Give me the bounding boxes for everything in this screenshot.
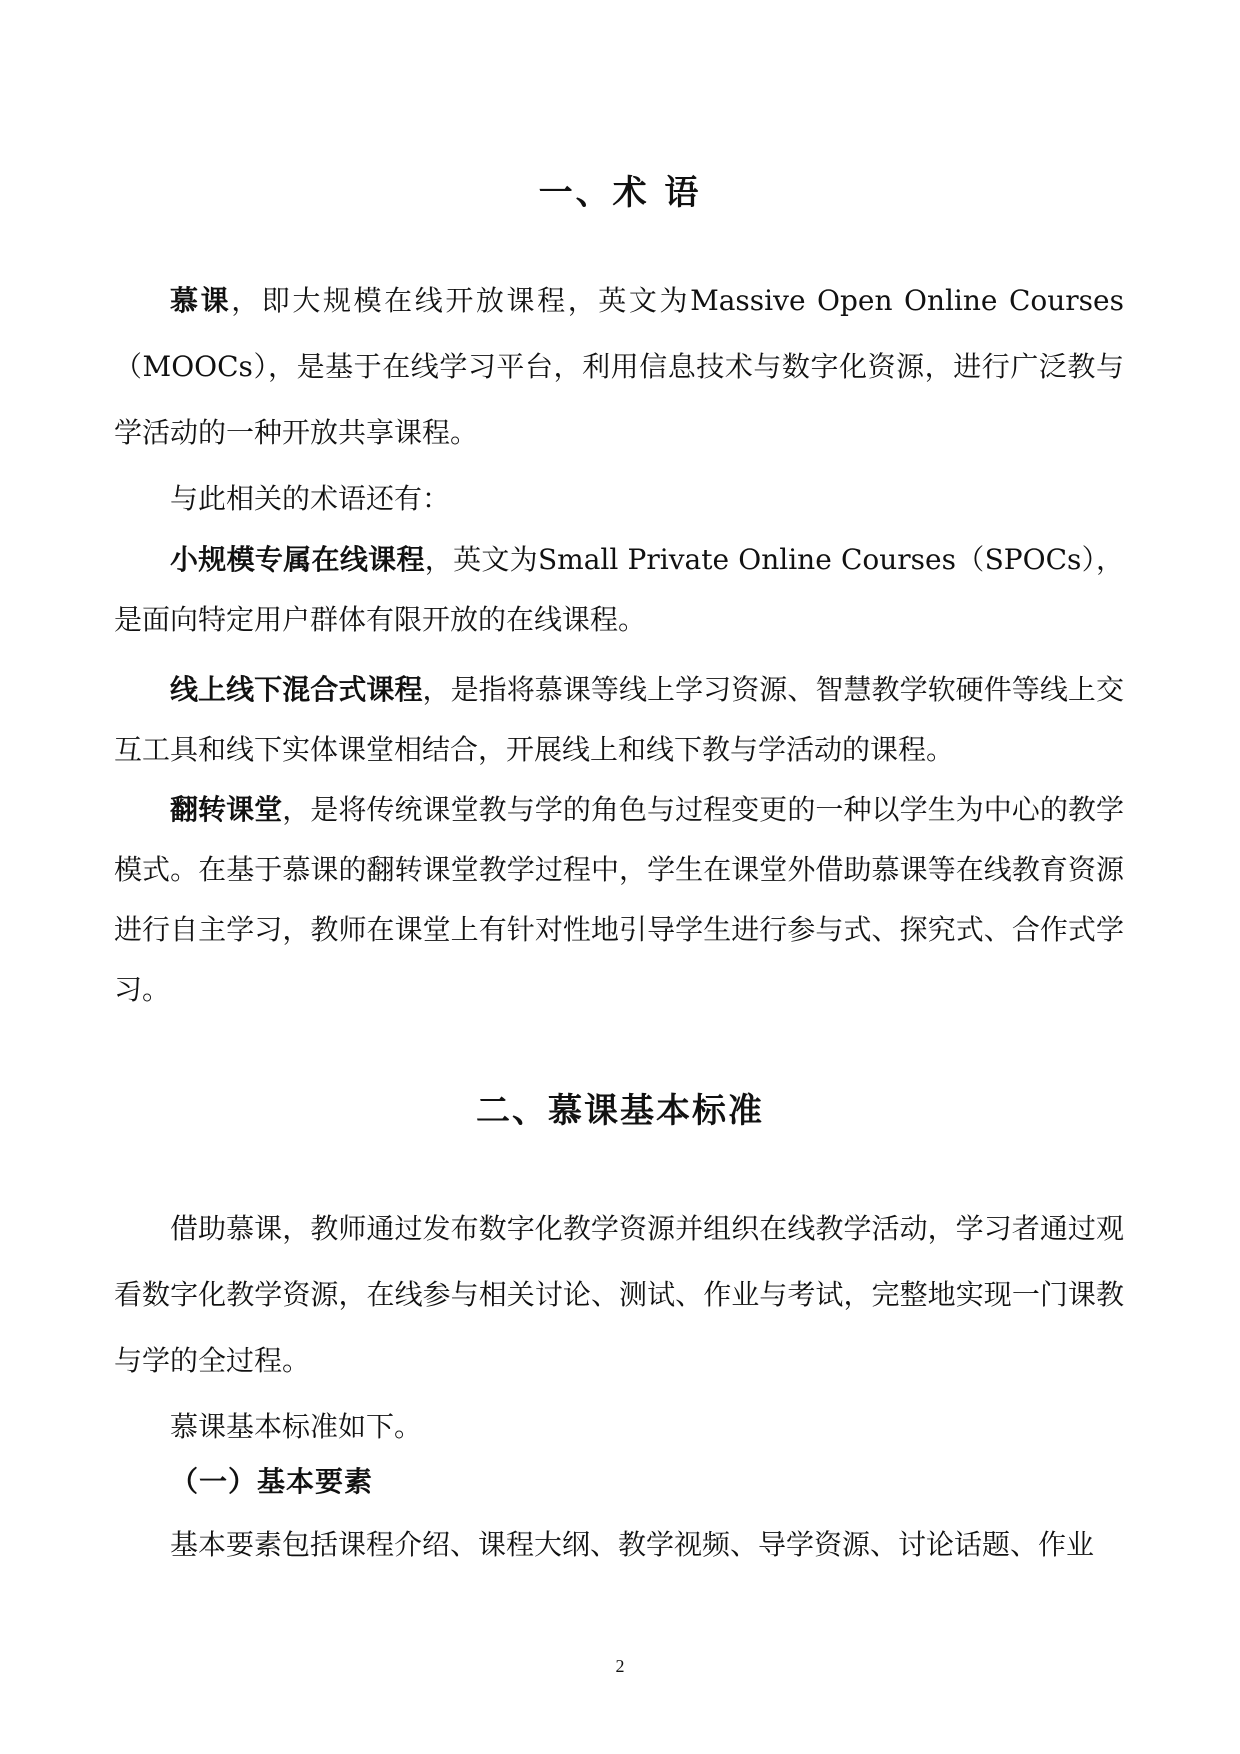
paragraph-related-terms: [114, 466, 1124, 532]
intro-text: 与此相关的术语还有：: [170, 482, 451, 515]
subsection-heading-basic-elements: （一）基本要素: [170, 1465, 374, 1498]
paragraph-mooc-overview: [114, 1196, 1124, 1394]
definition-text: ，是指将慕课等线上学习资源、智慧教学软硬件等线上交互工具和线下实体课堂相结合，开展线上和线下教与学活动的课程。: [114, 673, 1124, 766]
definition-text: ，是将传统课堂教与学的角色与过程变更的一种以学生为中心的教学模式。在基于慕课的翻转课堂教学过程中，学生在课堂外借助慕课等在线教育资源进行自主学习，教师在课堂上有针对性地引导学生进行参与式、探究式、合作式学习。: [114, 793, 1124, 1006]
definition-text: ，即大规模在线开放课程，英文为Massive Open Online Courses（MOOCs），是基于在线学习平台，利用信息技术与数字化资源，进行广泛教与学活动的一种开放共享课程。: [114, 284, 1124, 449]
overview-text: 借助慕课，教师通过发布数字化教学资源并组织在线教学活动，学习者通过观看数字化教学资源，在线参与相关讨论、测试、作业与考试，完整地实现一门课教与学的全过程。: [114, 1212, 1124, 1377]
definition-text: ，英文为Small Private Online Courses（SPOCs），是面向特定用户群体有限开放的在线课程。: [114, 543, 1124, 636]
paragraph-basic-elements: [114, 1512, 1124, 1578]
term-spoc: 小规模专属在线课程: [170, 543, 425, 576]
paragraph-mooc-definition: [114, 268, 1124, 466]
paragraph-spoc-definition: [114, 530, 1124, 650]
basic-elements-text: 基本要素包括课程介绍、课程大纲、教学视频、导学资源、讨论话题、作业: [170, 1528, 1095, 1561]
paragraph-blended-course-definition: [114, 660, 1124, 780]
section-heading-basic-standards: 二、慕课基本标准: [476, 1091, 764, 1131]
paragraph-flipped-classroom-definition: [114, 780, 1124, 1020]
term-mooc: 慕课: [170, 284, 232, 317]
term-flipped-classroom: 翻转课堂: [170, 793, 283, 826]
term-blended-course: 线上线下混合式课程: [170, 673, 423, 706]
paragraph-standards-intro: [114, 1394, 1124, 1460]
standards-intro-text: 慕课基本标准如下。: [170, 1410, 423, 1443]
section-heading-terms: 一、术 语: [538, 173, 702, 213]
page-number: 2: [615, 1656, 625, 1676]
